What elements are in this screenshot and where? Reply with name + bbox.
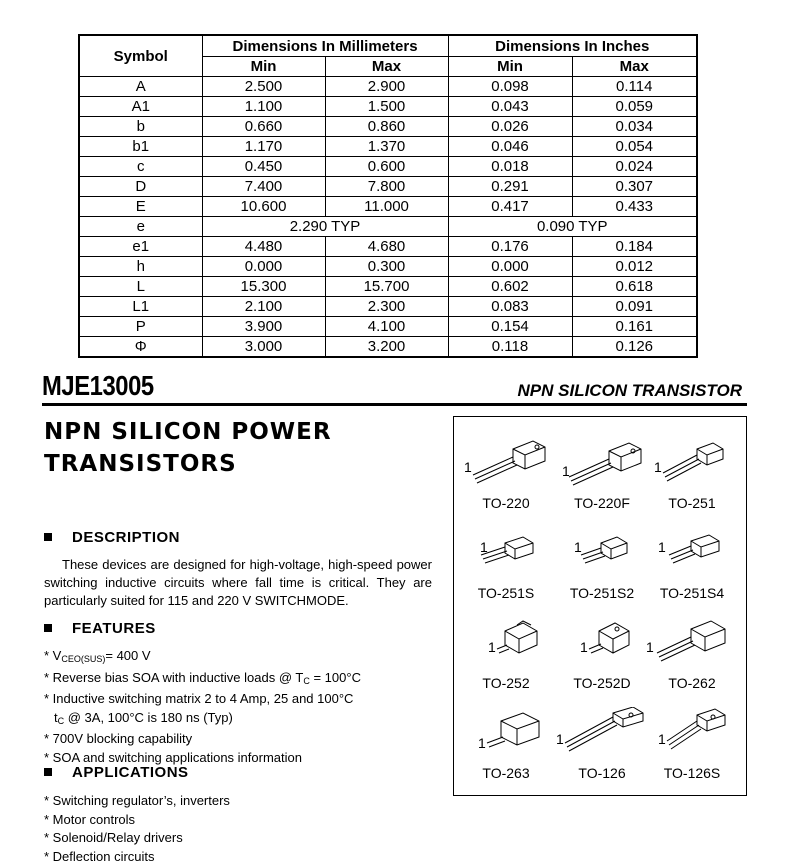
table-cell: 0.098 xyxy=(448,77,572,97)
table-cell: 0.417 xyxy=(448,197,572,217)
table-cell: 0.602 xyxy=(448,277,572,297)
table-cell: 0.012 xyxy=(572,257,697,277)
pin-1-label: 1 xyxy=(658,731,666,747)
symbol-header: Symbol xyxy=(79,35,202,77)
table-cell: h xyxy=(79,257,202,277)
feature-item: $t_C$ @ 3A, 100°C is 180 ns (Typ) xyxy=(54,709,233,726)
table-cell: 0.059 xyxy=(572,97,697,117)
pin-1-label: 1 xyxy=(480,539,488,555)
description-text: These devices are designed for high-voltage, high-speed power switching inductive circuits where fall time is critical. They are particularly suited for 115 and 220 V SWITCHMODE. xyxy=(44,557,432,608)
table-row xyxy=(79,297,697,317)
table-cell: 0.118 xyxy=(448,337,572,358)
to262-package-icon xyxy=(647,617,737,669)
table-cell: 3.000 xyxy=(202,337,325,358)
table-cell: 3.900 xyxy=(202,317,325,337)
table-cell: 15.300 xyxy=(202,277,325,297)
package-label: TO-220F xyxy=(574,495,630,511)
pin-1-label: 1 xyxy=(464,459,472,475)
table-cell: 0.433 xyxy=(572,197,697,217)
table-cell: 0.091 xyxy=(572,297,697,317)
title-line-1: NPN SILICON POWER xyxy=(44,419,332,445)
table-cell: 1.170 xyxy=(202,137,325,157)
table-cell: 2.290 TYP xyxy=(202,217,448,237)
to263-package-icon xyxy=(461,707,551,759)
feature-item: * Inductive switching matrix 2 to 4 Amp, 25 and 100°C xyxy=(44,691,354,706)
package-label: TO-262 xyxy=(668,675,716,691)
table-row xyxy=(79,77,697,97)
inches-header: Dimensions In Inches xyxy=(448,35,697,57)
feature-item: * 700V blocking capability xyxy=(44,731,193,746)
package-label: TO-251 xyxy=(668,495,716,511)
table-cell: 0.660 xyxy=(202,117,325,137)
table-cell: 0.114 xyxy=(572,77,697,97)
table-cell: 0.024 xyxy=(572,157,697,177)
features-list xyxy=(44,647,444,767)
square-bullet-icon xyxy=(44,533,52,541)
package-to-220 xyxy=(458,437,554,511)
feature-item: * Reverse bias SOA with inductive loads @ $T_C = 100^\circ C$ xyxy=(44,669,361,686)
description-heading: DESCRIPTION xyxy=(44,529,180,546)
package-label: TO-126 xyxy=(578,765,626,781)
table-cell: A xyxy=(79,77,202,97)
feature-item: * SOA and switching applications information xyxy=(44,749,302,765)
table-cell: D xyxy=(79,177,202,197)
part-subtitle: NPN SILICON TRANSISTOR xyxy=(517,381,742,400)
title-line-2: TRANSISTORS xyxy=(44,451,237,477)
applications-heading: APPLICATIONS xyxy=(44,764,189,781)
table-cell: 4.480 xyxy=(202,237,325,257)
mm-min-header: Min xyxy=(202,57,325,77)
table-cell: 0.126 xyxy=(572,337,697,358)
table-cell: P xyxy=(79,317,202,337)
package-label: TO-251S xyxy=(477,585,535,601)
table-cell: 4.680 xyxy=(325,237,448,257)
table-cell: 0.026 xyxy=(448,117,572,137)
mm-header: Dimensions In Millimeters xyxy=(202,35,448,57)
table-row xyxy=(79,97,697,117)
package-to-251s2 xyxy=(554,527,650,601)
pin-1-label: 1 xyxy=(478,735,486,751)
table-row xyxy=(79,337,697,358)
table-cell: 1.100 xyxy=(202,97,325,117)
table-cell: 1.500 xyxy=(325,97,448,117)
in-max-header: Max xyxy=(572,57,697,77)
table-cell: 0.618 xyxy=(572,277,697,297)
package-to-252 xyxy=(458,617,554,691)
table-cell: 2.100 xyxy=(202,297,325,317)
table-cell: e1 xyxy=(79,237,202,257)
table-cell: 0.043 xyxy=(448,97,572,117)
package-to-126 xyxy=(554,707,650,781)
pin-1-label: 1 xyxy=(580,639,588,655)
square-bullet-icon xyxy=(44,768,52,776)
package-to-263 xyxy=(458,707,554,781)
to220-package-icon xyxy=(461,437,551,489)
table-row xyxy=(79,237,697,257)
package-to-251s4 xyxy=(644,527,740,601)
table-cell: 0.000 xyxy=(202,257,325,277)
application-item: * Switching regulator’s, inverters xyxy=(44,793,230,808)
page-title xyxy=(44,416,404,480)
package-label: TO-251S2 xyxy=(569,585,635,601)
table-row xyxy=(79,197,697,217)
in-min-header: Min xyxy=(448,57,572,77)
application-item: * Solenoid/Relay drivers xyxy=(44,830,183,845)
table-cell: 0.184 xyxy=(572,237,697,257)
table-cell: 2.500 xyxy=(202,77,325,97)
pin-1-label: 1 xyxy=(658,539,666,555)
table-cell: 4.100 xyxy=(325,317,448,337)
table-cell: b1 xyxy=(79,137,202,157)
table-row xyxy=(79,177,697,197)
dimensions-table xyxy=(78,34,698,358)
table-cell: 0.034 xyxy=(572,117,697,137)
to252d-package-icon xyxy=(557,617,647,669)
table-cell: 0.046 xyxy=(448,137,572,157)
table-row xyxy=(79,277,697,297)
features-heading: FEATURES xyxy=(44,620,156,637)
package-label: TO-252D xyxy=(573,675,631,691)
table-cell: 0.054 xyxy=(572,137,697,157)
table-cell: L1 xyxy=(79,297,202,317)
to252-package-icon xyxy=(461,617,551,669)
table-cell: 0.083 xyxy=(448,297,572,317)
table-cell: 0.307 xyxy=(572,177,697,197)
table-cell: 0.018 xyxy=(448,157,572,177)
table-cell: 0.176 xyxy=(448,237,572,257)
table-cell: 1.370 xyxy=(325,137,448,157)
table-cell: 0.300 xyxy=(325,257,448,277)
package-label: TO-251S4 xyxy=(659,585,725,601)
package-label: TO-252 xyxy=(482,675,530,691)
pin-1-label: 1 xyxy=(574,539,582,555)
applications-list xyxy=(44,792,444,866)
table-cell: 3.200 xyxy=(325,337,448,358)
table-cell: b xyxy=(79,117,202,137)
package-to-262 xyxy=(644,617,740,691)
package-to-251s xyxy=(458,527,554,601)
table-cell: 2.900 xyxy=(325,77,448,97)
package-to-252d xyxy=(554,617,650,691)
part-number: MJE13005 xyxy=(42,370,154,401)
table-cell: L xyxy=(79,277,202,297)
table-row xyxy=(79,117,697,137)
package-to-251 xyxy=(644,437,740,511)
table-row xyxy=(79,217,697,237)
table-cell: c xyxy=(79,157,202,177)
header-rule xyxy=(42,403,747,406)
pin-1-label: 1 xyxy=(654,459,662,475)
table-cell: 0.291 xyxy=(448,177,572,197)
table-row xyxy=(79,257,697,277)
pin-1-label: 1 xyxy=(556,731,564,747)
table-row xyxy=(79,317,697,337)
pin-1-label: 1 xyxy=(562,463,570,479)
table-cell: 0.000 xyxy=(448,257,572,277)
package-to-220f xyxy=(554,437,650,511)
package-to-126s xyxy=(644,707,740,781)
to126-package-icon xyxy=(557,707,647,759)
application-item: * Motor controls xyxy=(44,811,136,827)
table-row xyxy=(79,157,697,177)
to220f-package-icon xyxy=(557,437,647,489)
mm-max-header: Max xyxy=(325,57,448,77)
table-cell: 0.450 xyxy=(202,157,325,177)
table-cell: 0.860 xyxy=(325,117,448,137)
table-cell: 7.800 xyxy=(325,177,448,197)
package-label: TO-220 xyxy=(482,495,530,511)
table-cell: 0.154 xyxy=(448,317,572,337)
table-cell: Φ xyxy=(79,337,202,358)
table-cell: A1 xyxy=(79,97,202,117)
package-label: TO-263 xyxy=(482,765,530,781)
pin-1-label: 1 xyxy=(488,639,496,655)
table-cell: 10.600 xyxy=(202,197,325,217)
table-cell: 0.090 TYP xyxy=(448,217,697,237)
package-outline-box xyxy=(453,416,747,796)
table-cell: E xyxy=(79,197,202,217)
feature-item: * $V_{CEO(SUS)}= 400$ V xyxy=(44,648,151,664)
table-cell: e xyxy=(79,217,202,237)
table-cell: 7.400 xyxy=(202,177,325,197)
package-label: TO-126S xyxy=(663,765,721,781)
table-cell: 0.161 xyxy=(572,317,697,337)
pin-1-label: 1 xyxy=(646,639,654,655)
square-bullet-icon xyxy=(44,624,52,632)
table-cell: 2.300 xyxy=(325,297,448,317)
to251s2-package-icon xyxy=(557,527,647,579)
to251s-package-icon xyxy=(461,527,551,579)
table-cell: 15.700 xyxy=(325,277,448,297)
application-item: * Deflection circuits xyxy=(44,848,155,864)
table-cell: 11.000 xyxy=(325,197,448,217)
table-cell: 0.600 xyxy=(325,157,448,177)
table-row xyxy=(79,137,697,157)
